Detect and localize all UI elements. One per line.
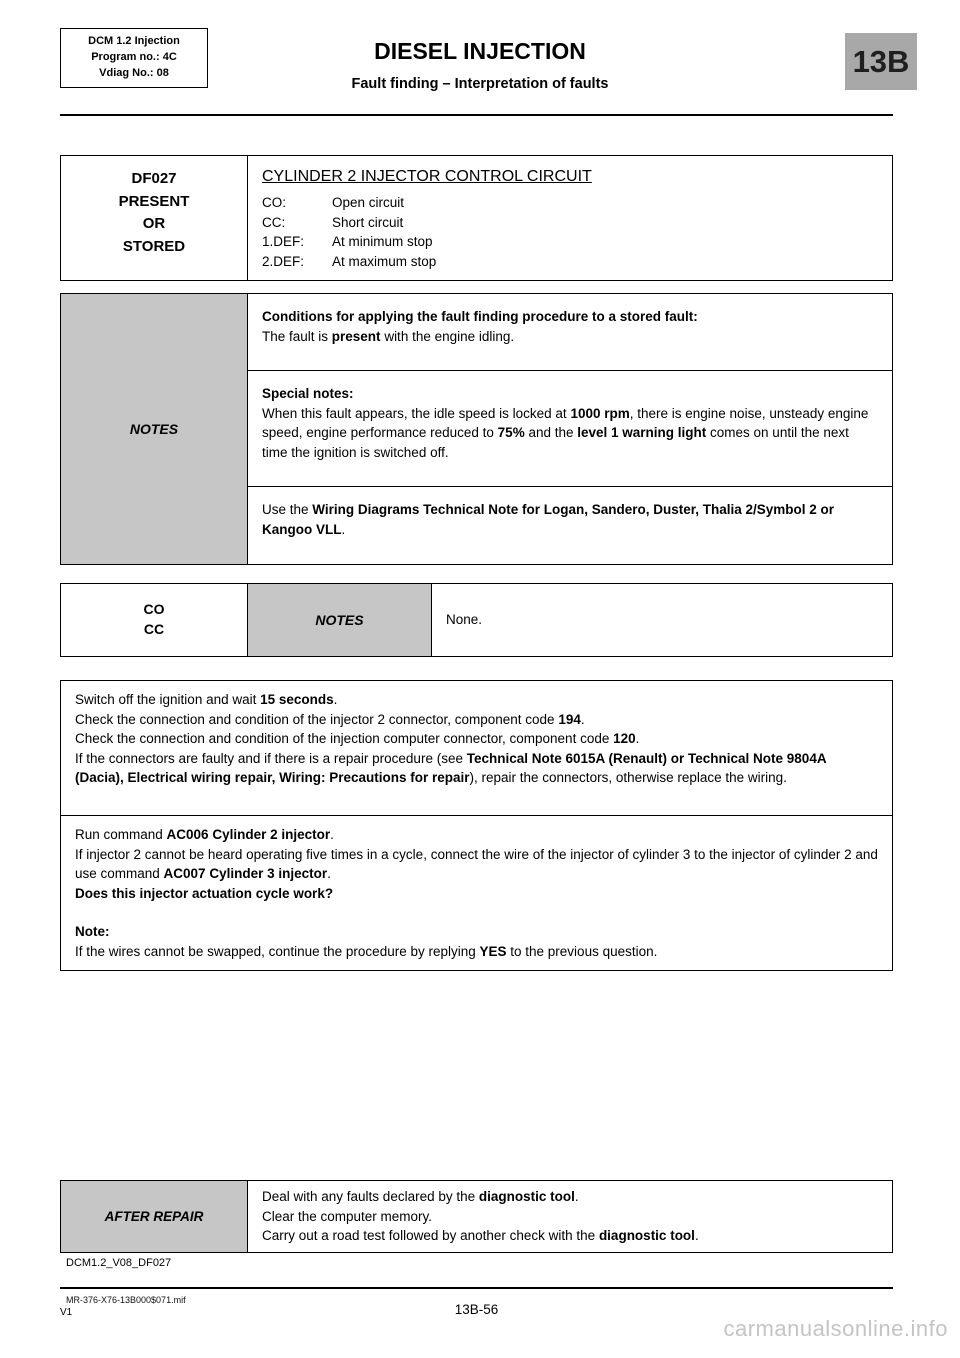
fault-def-label: 2.DEF: <box>262 253 305 269</box>
notes-wiring-text: Use the Wiring Diagrams Technical Note for Logan, Sandero, Duster, Thalia 2/Symbol 2 or Kangoo VLL. <box>262 502 835 537</box>
procedure-note-heading: Note: <box>75 924 110 940</box>
notes-special-text: When this fault appears, the idle speed is locked at 1000 rpm, there is engine noise, unsteady engine speed, engine performance reduced to 75% and the level 1 warning light comes on until the next time the ignition is switched off. <box>262 405 869 460</box>
after-repair-label-cell <box>61 1181 248 1252</box>
fault-mode-co: CO <box>143 601 165 618</box>
program-name: DCM 1.2 Injection <box>88 35 180 48</box>
procedure-line: If the wires cannot be swapped, continue the procedure by replying YES to the previous question. <box>75 943 658 959</box>
procedure-blank-line <box>75 903 878 922</box>
footer-divider <box>60 1287 893 1289</box>
procedure-step2 <box>61 816 892 970</box>
after-repair-table <box>60 1180 893 1253</box>
procedure-table <box>60 680 893 971</box>
section-tab: 13B <box>845 33 917 90</box>
notes-special-row <box>248 370 892 486</box>
fault-modes-table <box>60 583 893 657</box>
fault-def-row <box>262 193 878 213</box>
notes-conditions-text: The fault is present with the engine idling. <box>262 328 515 344</box>
fault-mode-cc: CC <box>143 621 165 637</box>
fault-def-row <box>262 232 878 252</box>
fault-modes-value-cell <box>432 584 892 656</box>
notes-wiring-row <box>248 486 892 564</box>
after-repair-label: AFTER REPAIR <box>104 1208 204 1224</box>
notes-conditions-row <box>248 294 892 370</box>
procedure-line: Does this injector actuation cycle work? <box>75 885 334 901</box>
notes-special-heading: Special notes: <box>262 386 354 401</box>
fault-def-row <box>262 252 878 272</box>
fault-code: DF027 <box>131 170 177 187</box>
vdiag-number: Vdiag No.: 08 <box>99 66 169 79</box>
fault-modes-codes-cell <box>61 584 248 656</box>
page-subtitle: Fault finding – Interpretation of faults <box>351 76 609 92</box>
notes-label-cell <box>61 294 248 564</box>
procedure-line: If injector 2 cannot be heard operating five times in a cycle, connect the wire of the injector of cylinder 3 to the injector of cylinder 2 and use command AC007 Cylinder 3 injector. <box>75 846 878 882</box>
fault-modes-notes-label: NOTES <box>315 611 364 628</box>
fault-def-label: 1.DEF: <box>262 234 305 250</box>
fault-def-desc: Open circuit <box>332 195 405 211</box>
fault-modes-value: None. <box>446 612 483 628</box>
procedure-step1 <box>61 681 892 816</box>
fault-def-desc: Short circuit <box>332 214 404 230</box>
procedure-line: Check the connection and condition of the injection computer connector, component code 120. <box>75 731 640 747</box>
fault-status-or: OR <box>142 215 166 232</box>
fault-def-label: CO: <box>262 195 287 211</box>
procedure-line: If the connectors are faulty and if there is a repair procedure (see Technical Note 6015A (Renault) or Technical Note 9804A (Dacia), Electrical wiring repair, Wiring: Precautions for repair), repair the connectors, otherwise replace the wiring. <box>75 750 827 786</box>
after-repair-line: Carry out a road test followed by another check with the diagnostic tool. <box>262 1228 699 1244</box>
fault-def-desc: At minimum stop <box>332 234 433 250</box>
after-repair-line: Deal with any faults declared by the diagnostic tool. <box>262 1189 579 1204</box>
page-title: DIESEL INJECTION <box>374 38 586 64</box>
notes-conditions-heading: Conditions for applying the fault finding procedure to a stored fault: <box>262 309 698 324</box>
fault-def-label: CC: <box>262 214 286 230</box>
version-label: V1 <box>60 1307 73 1318</box>
notes-rows <box>248 294 892 564</box>
file-reference: MR-376-X76-13B000$071.mif <box>66 1295 186 1305</box>
program-number: Program no.: 4C <box>91 51 177 64</box>
fault-status-stored: STORED <box>122 237 186 255</box>
notes-label: NOTES <box>129 420 179 437</box>
fault-description-cell <box>248 156 892 280</box>
page-number: 13B-56 <box>454 1302 499 1317</box>
watermark: carmanualsonline.info <box>723 1316 948 1341</box>
fault-title: CYLINDER 2 INJECTOR CONTROL CIRCUIT <box>262 168 592 185</box>
after-repair-text-cell <box>248 1181 892 1252</box>
fault-code-cell <box>61 156 248 280</box>
fault-header-table <box>60 155 893 281</box>
header-divider <box>60 114 893 116</box>
procedure-line: Switch off the ignition and wait 15 seconds. <box>75 692 338 707</box>
after-repair-line: Clear the computer memory. <box>262 1208 433 1224</box>
fault-def-row <box>262 213 878 233</box>
fault-def-desc: At maximum stop <box>332 253 437 269</box>
notes-table <box>60 293 893 565</box>
fault-status-present: PRESENT <box>118 192 190 210</box>
fault-modes-notes-cell <box>248 584 432 656</box>
procedure-line: Check the connection and condition of the injector 2 connector, component code 194. <box>75 711 585 727</box>
document-reference: DCM1.2_V08_DF027 <box>66 1257 172 1269</box>
procedure-line: Run command AC006 Cylinder 2 injector. <box>75 827 334 842</box>
